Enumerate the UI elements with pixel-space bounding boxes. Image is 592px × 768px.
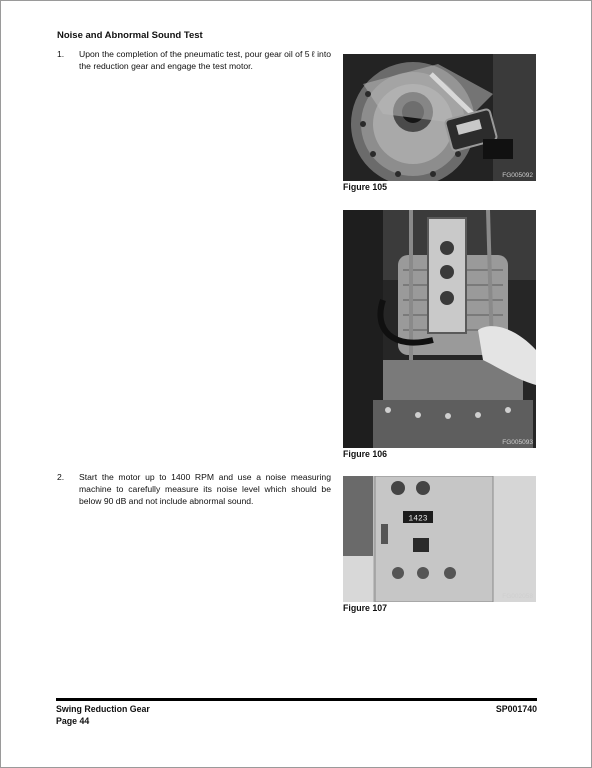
footer-rule — [56, 698, 537, 701]
display-reading: 1423 — [408, 514, 428, 524]
footer-page-number: Page 44 — [56, 716, 90, 726]
footer-doc-code: SP001740 — [495, 704, 537, 714]
figure-106-photo — [343, 210, 536, 448]
figure-code: FG002058 — [502, 593, 533, 600]
step-text: Upon the completion of the pneumatic test, pour gear oil of 5 ℓ into the reduction gear and engage the test motor. — [79, 49, 331, 72]
figure-code: FG005092 — [502, 172, 533, 179]
figure-caption: Figure 107 — [343, 603, 388, 613]
figure-107-photo — [343, 476, 536, 602]
figure-caption: Figure 105 — [343, 182, 388, 192]
figure-105-photo — [343, 54, 536, 181]
figure-caption: Figure 106 — [343, 449, 388, 459]
footer-title: Swing Reduction Gear — [56, 704, 150, 714]
step-number: 1. — [57, 49, 65, 59]
step-number: 2. — [57, 472, 65, 482]
section-title: Noise and Abnormal Sound Test — [57, 30, 203, 41]
figure-code: FG005093 — [502, 439, 533, 446]
step-text: Start the motor up to 1400 RPM and use a noise measuring machine to carefully measure its noise level which should be below 90 dB and not include abnormal sound. — [79, 472, 331, 507]
